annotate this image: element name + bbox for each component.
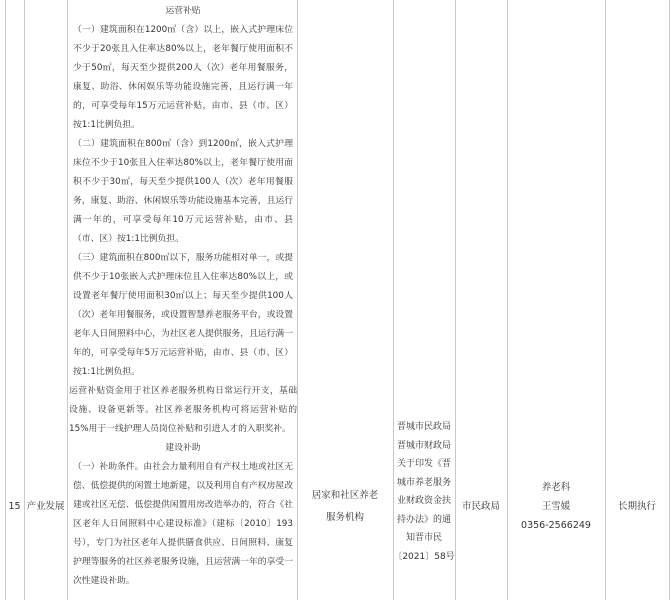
target-cell: 居家和社区养老服务机构 xyxy=(311,490,379,523)
subsidy-clause-2: （二）建筑面积在800㎡（含）到1200㎡，嵌入式护理床位不少于10张且入住率达80%以上，老年餐厅使用面积不少于30㎡，每天至少提供100人（次）老年用餐服务，康复、助浴、休闲娱乐等功能设施基本完善，且运行满一年的，可享受每年10万元运营补贴，由市、县（市、区）按1:1比例负担。 xyxy=(73,139,293,244)
validity-cell: 长期执行 xyxy=(617,501,656,512)
table-border-right xyxy=(669,0,670,600)
row-index: 15 xyxy=(8,501,21,512)
policy-document-cell: 晋城市民政局晋城市财政局关于印发《晋城市养老服务业财政资金扶持办法》的通知晋市民〔2021〕58号 xyxy=(393,422,455,562)
subsidy-clause-3: （三）建筑面积在800㎡以下，服务功能相对单一，或提供不少于10张嵌入式护理床位且入住率达80%以上，或设置老年餐厅使用面积30㎡以上；每天至少提供100人（次）老年用餐服务，或设置智慧养老服务平台，或设置老年人日间照料中心，为社区老人提供服务，且运行满一年的，可享受每年5万元运营补贴，由市、县（市、区）按1:1比例负担。 xyxy=(73,253,293,377)
contact-office: 养老科 xyxy=(541,482,571,493)
contact-person: 王雪媛 xyxy=(541,501,571,512)
table-border xyxy=(67,0,68,600)
table-border xyxy=(297,0,298,600)
category-cell: 产业发展 xyxy=(26,501,65,512)
heading-operating-subsidy: 运营补贴 xyxy=(165,6,201,16)
policy-content-cell xyxy=(69,2,297,591)
contact-phone: 0356-2566249 xyxy=(521,520,591,531)
subsidy-note: 运营补贴资金用于社区养老服务机构日常运行开支，基础设施、设备更新等。社区养老服务机构可将运营补贴的15%用于一线护理人员岗位补贴和引进人才的入职奖补。 xyxy=(69,386,297,434)
heading-construction-subsidy: 建设补助 xyxy=(165,443,201,453)
construction-clause-1: （一）补助条件。由社会力量利用自有产权土地或社区无偿、低偿提供的闲置土地新建，以及利用自有产权房屋改建或社区无偿、低偿提供闲置用房改造举办的，符合《社区老年人日间照料中心建设标准》（建标〔2010〕193号），专门为社区老年人提供膳食供应、日间照料、康复护理等服务的社区养老服务设施，且运营满一年的享受一次性建设补助。 xyxy=(73,462,293,586)
contact-cell xyxy=(507,478,605,535)
subsidy-clause-1: （一）建筑面积在1200㎡（含）以上，嵌入式护理床位不少于20张且入住率达80%以上，老年餐厅使用面积不少于50㎡，每天至少提供200人（次）老年用餐服务，康复、助浴、休闲娱乐等功能设施完善，且运行满一年的，可享受每年15万元运营补贴，由市、县（市、区）按1:1比例负担。 xyxy=(73,25,293,130)
department-cell: 市民政局 xyxy=(461,501,500,512)
